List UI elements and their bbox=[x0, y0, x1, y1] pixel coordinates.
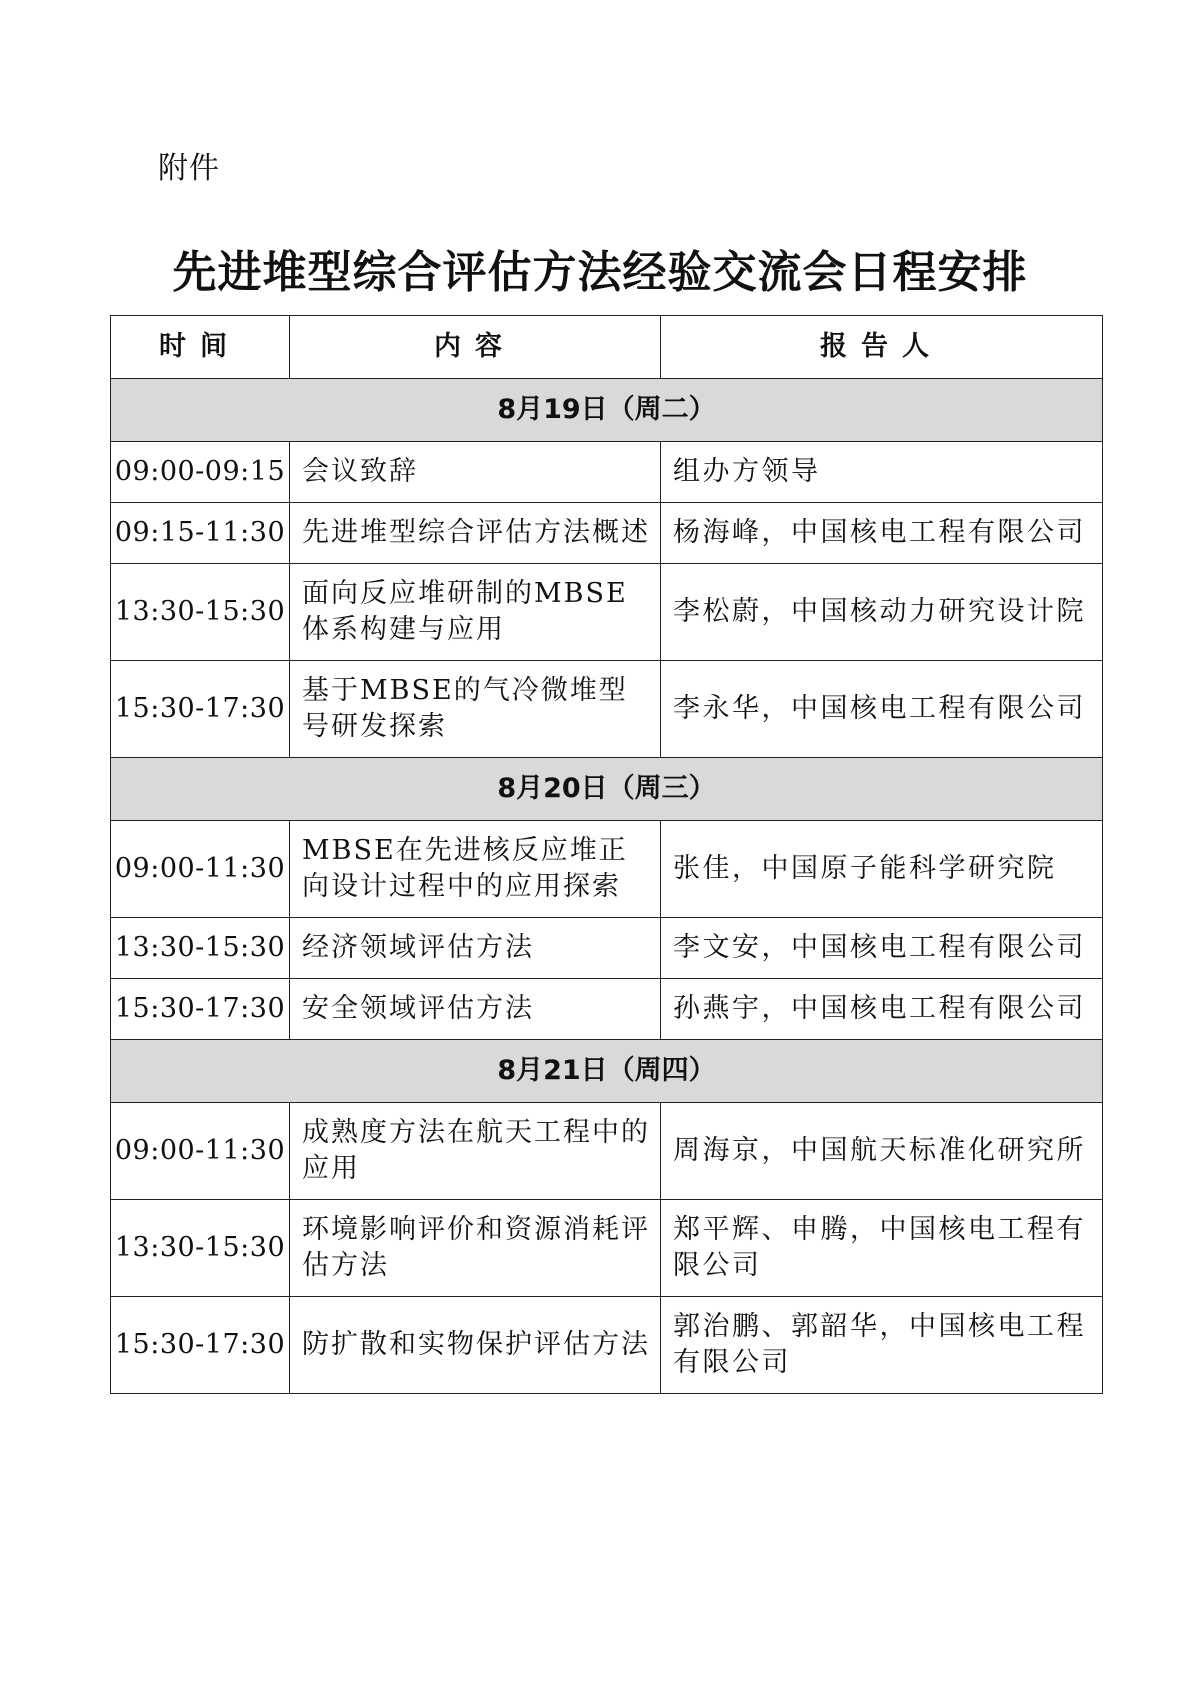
session-reporter: 孙燕宇，中国核电工程有限公司 bbox=[661, 979, 1103, 1040]
day-row bbox=[111, 379, 1103, 442]
session-reporter: 杨海峰，中国核电工程有限公司 bbox=[661, 503, 1103, 564]
session-time: 13:30-15:30 bbox=[111, 564, 290, 661]
session-reporter: 组办方领导 bbox=[661, 442, 1103, 503]
document-title: 先进堆型综合评估方法经验交流会日程安排 bbox=[172, 247, 1028, 298]
header-reporter: 报告人 bbox=[661, 316, 1103, 379]
table-row bbox=[111, 1103, 1103, 1200]
session-time: 13:30-15:30 bbox=[111, 1200, 290, 1297]
session-content: 先进堆型综合评估方法概述 bbox=[290, 503, 661, 564]
session-reporter: 郑平辉、申腾，中国核电工程有限公司 bbox=[661, 1200, 1103, 1297]
session-time: 09:15-11:30 bbox=[111, 503, 290, 564]
session-time: 09:00-11:30 bbox=[111, 1103, 290, 1200]
session-content: 环境影响评价和资源消耗评估方法 bbox=[290, 1200, 661, 1297]
session-content: 面向反应堆研制的MBSE体系构建与应用 bbox=[290, 564, 661, 661]
session-time: 15:30-17:30 bbox=[111, 661, 290, 758]
session-content: 成熟度方法在航天工程中的应用 bbox=[290, 1103, 661, 1200]
day-row bbox=[111, 1040, 1103, 1103]
session-content: 会议致辞 bbox=[290, 442, 661, 503]
session-reporter: 张佳，中国原子能科学研究院 bbox=[661, 821, 1103, 918]
table-row bbox=[111, 661, 1103, 758]
session-content: MBSE在先进核反应堆正向设计过程中的应用探索 bbox=[290, 821, 661, 918]
table-row bbox=[111, 821, 1103, 918]
table-row bbox=[111, 1297, 1103, 1394]
session-content: 防扩散和实物保护评估方法 bbox=[290, 1297, 661, 1394]
table-row bbox=[111, 503, 1103, 564]
table-row bbox=[111, 564, 1103, 661]
session-reporter: 周海京，中国航天标准化研究所 bbox=[661, 1103, 1103, 1200]
table-row bbox=[111, 918, 1103, 979]
table-row bbox=[111, 1200, 1103, 1297]
day-label: 8月20日（周三） bbox=[111, 758, 1103, 821]
table-row bbox=[111, 979, 1103, 1040]
attachment-label: 附件 bbox=[158, 151, 220, 186]
session-content: 基于MBSE的气冷微堆型号研发探索 bbox=[290, 661, 661, 758]
table-header-row bbox=[111, 316, 1103, 379]
header-time: 时间 bbox=[111, 316, 290, 379]
day-row bbox=[111, 758, 1103, 821]
day-label: 8月19日（周二） bbox=[111, 379, 1103, 442]
session-time: 13:30-15:30 bbox=[111, 918, 290, 979]
day-label: 8月21日（周四） bbox=[111, 1040, 1103, 1103]
session-reporter: 李文安，中国核电工程有限公司 bbox=[661, 918, 1103, 979]
session-time: 15:30-17:30 bbox=[111, 979, 290, 1040]
table-row bbox=[111, 442, 1103, 503]
session-time: 09:00-09:15 bbox=[111, 442, 290, 503]
session-content: 安全领域评估方法 bbox=[290, 979, 661, 1040]
session-reporter: 李松蔚，中国核动力研究设计院 bbox=[661, 564, 1103, 661]
session-content: 经济领域评估方法 bbox=[290, 918, 661, 979]
session-reporter: 郭治鹏、郭韶华，中国核电工程有限公司 bbox=[661, 1297, 1103, 1394]
session-reporter: 李永华，中国核电工程有限公司 bbox=[661, 661, 1103, 758]
session-time: 09:00-11:30 bbox=[111, 821, 290, 918]
schedule-table bbox=[110, 315, 1103, 1394]
session-time: 15:30-17:30 bbox=[111, 1297, 290, 1394]
header-content: 内容 bbox=[290, 316, 661, 379]
